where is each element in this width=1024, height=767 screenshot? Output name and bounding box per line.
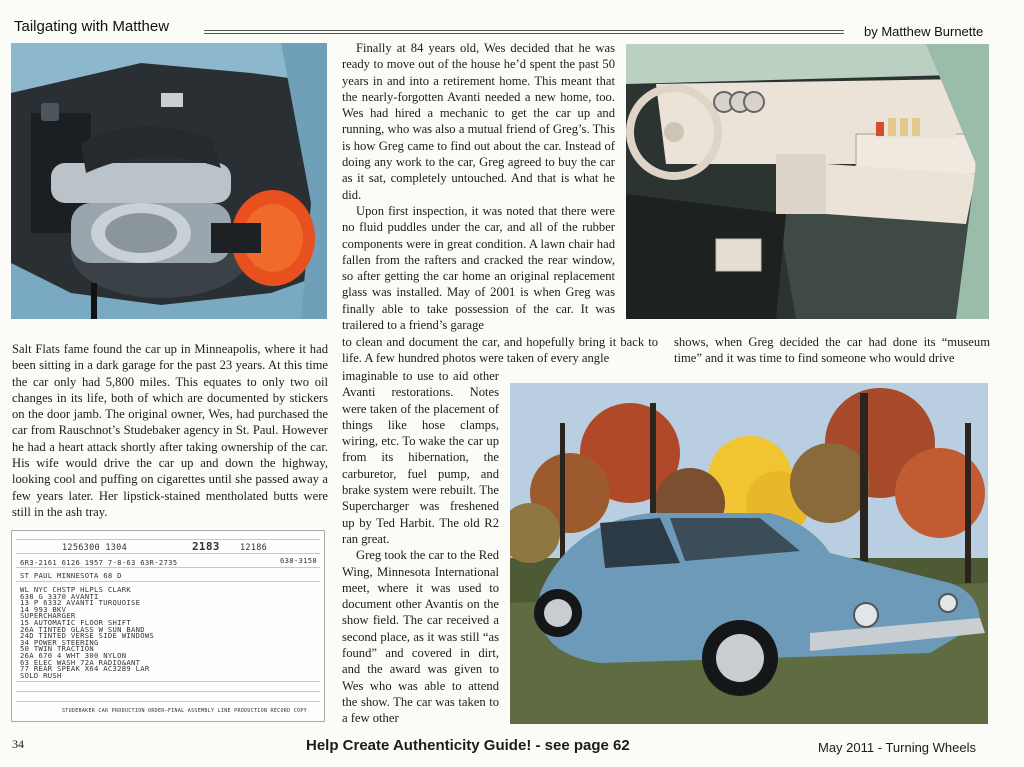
option-line: 77 REAR SPEAK X64 AC3289 LAR [20, 664, 150, 674]
article-paragraph: imaginable to use to aid other Avanti restorations. Notes were taken of the placement of things like hose clamps, wiring, etc. To wake the car up from its hibernation, the carburetor, fuel pump, and brake system were rebuilt. The Supercharger was freshened up by Ted Harbit. The old R2 ran great. [342, 369, 499, 546]
option-line: 638 G 3370 AVANTI [20, 591, 99, 601]
byline: by Matthew Burnette [864, 24, 984, 39]
narrow-column-text [342, 368, 499, 727]
body-number: 2183 [192, 540, 220, 553]
car-photo [510, 383, 988, 724]
article-paragraph: shows, when Greg decided the car had done its “museum time” and it was time to find someone who would drive [674, 335, 990, 366]
article-paragraph: Greg took the car to the Red Wing, Minnesota International meet, where it was used to document other Avantis on the show field. The car received a second place, as it was still “as found” and covered in dirt, and the award was given to Wes who was able to attend the show. The car was taken to a few other [342, 548, 499, 726]
article-paragraph: Salt Flats fame found the car up in Minneapolis, where it had been sitting in a dark garage for the past 23 years. At this time the car only had 5,800 miles. This equates to only two oil changes in its life, both of which are documented by stickers on the door jamb. The original owner, Wes, had purchased the car from Rauschnot’s Studebaker agency in St. Paul. However he had a heart attack shortly after taking ownership of the car. His wife would drive the car up and down the highway, looking cool and puffing on cigarettes until she passed away a few years later. Her lipstick-stained mentholated butts were still in the ash tray. [12, 342, 328, 519]
issue-line: May 2011 - Turning Wheels [818, 740, 976, 755]
engine-photo [11, 43, 327, 319]
option-line: 26A 670 4 WHT 300 NYLON [20, 651, 127, 660]
article-paragraph: Upon first inspection, it was noted that there were no fluid puddles under the car, and all of the rubber components were in great condition. A lawn chair had fallen from the rafters and cracked the rear window, so after getting the car home an original replacement glass was installed. May of 2001 is when Greg was finally able to take possession of the car. It was trailered to a friend’s garage [342, 203, 615, 333]
option-line: 24D TINTED VERSE SIDE WINDOWS [20, 631, 155, 641]
order-number: 12186 [240, 543, 268, 553]
option-line: SUPERCHARGER [20, 611, 76, 621]
serial-number: 1256300 1304 [62, 543, 128, 553]
option-line: 26A TINTED GLASS W SUN BAND [20, 624, 145, 634]
option-line: 34 POWER STEERING [20, 637, 99, 647]
wrap-text [342, 334, 658, 367]
option-line: 13 P 6332 AVANTI TURQUOISE [20, 598, 141, 608]
option-line: 63 ELEC WASH 72A RADIO&ANT [20, 657, 141, 667]
right-column-text [674, 334, 990, 367]
column-title: Tailgating with Matthew [14, 18, 170, 35]
dealer-line: ST PAUL MINNESOTA 68 D [20, 571, 122, 580]
option-line: 50 TWIN TRACTION [20, 644, 95, 654]
option-line: 14 993 BKV [20, 604, 67, 614]
option-line: 15 AUTOMATIC FLOOR SHIFT [20, 618, 132, 627]
article-paragraph: Finally at 84 years old, Wes decided that he was ready to move out of the house he’d spent the past 50 years in and into a retirement home. This meant that the nearly-forgotten Avanti needed a new home, too. Wes had hired a mechanic to get the car up and running, who was also a mutual friend of Greg’s. This is how Greg came to find out about the car. Instead of doing any work to the car, Greg agreed to buy the car as it sat, completely untouched. And that is what he did. [342, 41, 615, 202]
card-footer-text: STUDEBAKER CAR PRODUCTION ORDER—FINAL ASSEMBLY LINE PRODUCTION RECORD COPY [62, 708, 307, 714]
page-number: 34 [12, 737, 24, 751]
production-order-card [11, 530, 325, 722]
header-rule [204, 33, 844, 34]
header-rule [204, 30, 844, 31]
left-column-text [12, 341, 328, 520]
middle-column-text [342, 40, 615, 333]
card-codes-row: 6R3-2161 6126 1957 7-8-63 63R-2735 [20, 558, 178, 567]
promo-banner: Help Create Authenticity Guide! - see page 62 [306, 737, 630, 754]
article-line: to clean and document the car, and hopefully bring it back to life. A few hundred photos were taken of every angle [342, 335, 658, 366]
interior-photo [626, 44, 989, 319]
option-line: WL NYC CHSTP HLPLS CLARK [20, 585, 132, 594]
card-code: 638-3158 [280, 556, 318, 565]
option-line: SOLD RUSH [20, 670, 62, 680]
